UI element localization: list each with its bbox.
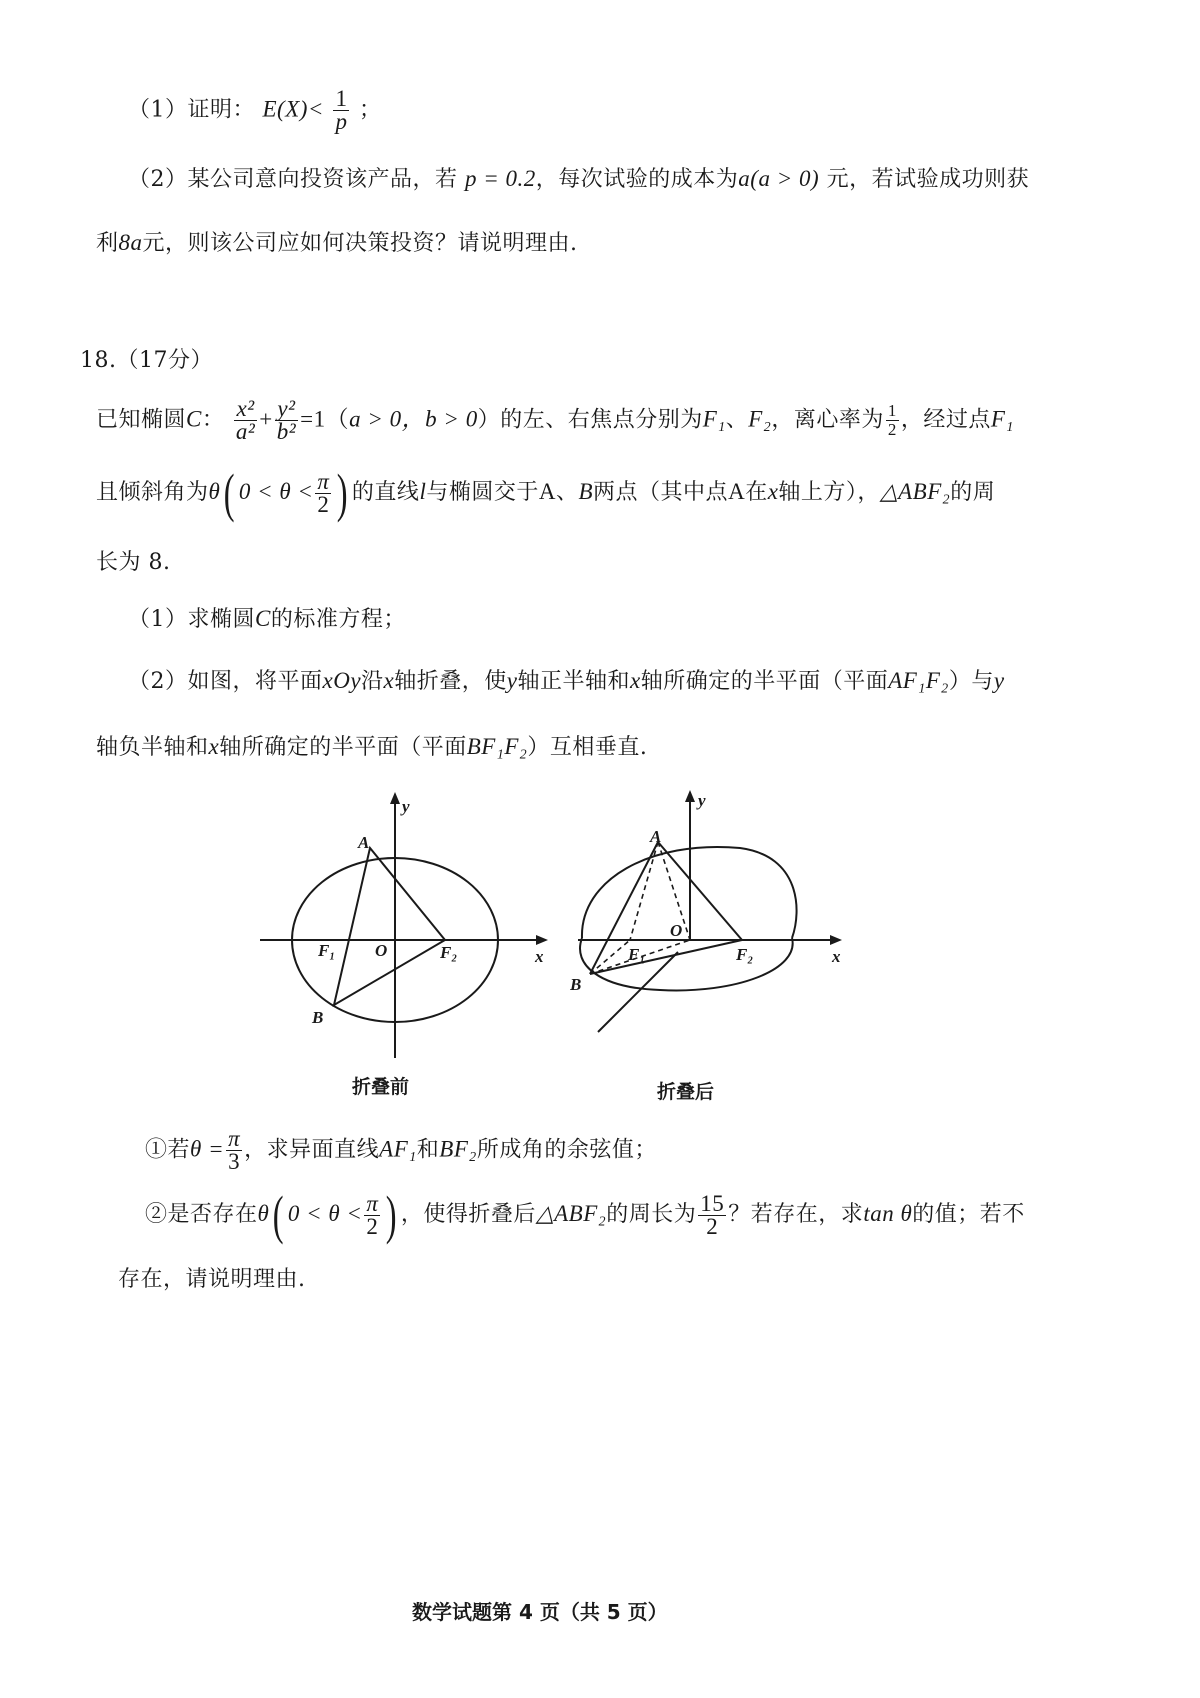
- plane-xoy: xOy: [322, 668, 362, 693]
- plane-af1f2: AF₁F₂: [888, 668, 949, 693]
- q18-text: 存在，请说明理由.: [118, 1267, 306, 1292]
- label-f1: F₁: [318, 941, 336, 960]
- frac-num: π: [317, 468, 330, 494]
- line-l: l: [419, 479, 427, 504]
- q18-number: 18.（17分）: [80, 348, 213, 373]
- theta-range: 0 < θ <: [238, 479, 314, 504]
- right-paren: ): [337, 463, 349, 523]
- q18-text: 轴上方），: [778, 480, 880, 505]
- focus-f2: F₂: [748, 406, 772, 432]
- caption-before: 折叠前: [352, 1076, 410, 1098]
- var-x: x: [767, 479, 779, 504]
- q18-text: 的直线: [351, 480, 420, 505]
- triangle-abf2: △ABF₂: [879, 479, 951, 504]
- q18-text: 两点（其中点: [593, 480, 729, 505]
- plane-bf1f2: BF₁F₂: [466, 734, 528, 759]
- x-axis-arrow-icon: [830, 935, 842, 945]
- q17-part2-text-a: （2）某公司意向投资该产品，若: [128, 167, 458, 192]
- frac-den: 2: [706, 1213, 719, 1239]
- lower-half-ellipse: [580, 938, 793, 990]
- label-f2: F₂: [440, 943, 458, 962]
- label-f1: F₁: [628, 945, 646, 964]
- caption-after: 折叠后: [657, 1081, 715, 1103]
- q17-part2-line2: [96, 226, 578, 257]
- edge-a-b: [590, 842, 658, 974]
- q18-text: 和: [416, 1137, 440, 1163]
- label-x: x: [832, 947, 841, 966]
- frac-pi-3: [226, 1128, 242, 1173]
- var-y: y: [506, 668, 518, 693]
- q18-text: 所成角的余弦值；: [476, 1137, 657, 1163]
- q18-text: 且倾斜角为: [96, 480, 209, 505]
- q17-cost: a(a > 0): [738, 166, 820, 191]
- focus-f1: F₁: [702, 406, 726, 432]
- label-y: y: [698, 791, 706, 810]
- q18-text: 长为 8.: [96, 550, 171, 575]
- q18-text: 、: [555, 480, 579, 505]
- frac-den: p: [335, 109, 348, 134]
- q18-condition: a > 0，b > 0: [349, 406, 478, 432]
- q18-sub2-part2-line2: [118, 1262, 306, 1293]
- frac-x2-a2: [234, 398, 257, 443]
- label-o: O: [375, 941, 388, 960]
- q18-text: 轴折叠，使: [394, 669, 507, 694]
- q18-text: 轴正半轴和: [517, 669, 631, 694]
- figure-after-fold: [570, 790, 860, 1050]
- q18-text: （2）如图，将平面: [128, 669, 323, 694]
- q18-text: 的周长为: [606, 1202, 697, 1227]
- triangle-abf2: [334, 848, 445, 1005]
- frac-num: π: [366, 1190, 379, 1216]
- var-x: x: [383, 668, 395, 693]
- q17-profit: 8a: [118, 230, 143, 255]
- line-bf2: BF₂: [439, 1136, 477, 1162]
- theta: θ: [257, 1201, 270, 1226]
- q18-text: ①若: [145, 1137, 191, 1163]
- q17-part2-line1: [128, 162, 1029, 193]
- q18-header: [80, 343, 213, 374]
- q18-text: （1）求椭圆: [128, 607, 255, 632]
- frac-num: 1: [335, 86, 348, 111]
- q18-text: ②是否存在: [145, 1202, 258, 1227]
- focus-f1: F₁: [990, 406, 1014, 432]
- q17-frac-1-over-p: [333, 88, 349, 133]
- label-b: B: [570, 975, 582, 994]
- frac-den: 3: [228, 1149, 241, 1174]
- y-axis-arrow-icon: [390, 792, 400, 804]
- q18-text: ，离心率为: [771, 407, 884, 433]
- label-y: y: [402, 797, 410, 816]
- frac-den: 2: [317, 491, 330, 517]
- frac-y2-b2: [275, 398, 298, 443]
- frac-den: a²: [235, 419, 256, 444]
- frac-num: 1: [887, 401, 897, 420]
- q18-text: 、: [725, 407, 749, 433]
- right-paren: ): [386, 1185, 398, 1245]
- label-a: A: [650, 827, 662, 846]
- q18-text: 与椭圆交于: [426, 480, 539, 505]
- frac-num: y²: [275, 398, 298, 421]
- q17-part2-text-e: 元，则该公司应如何决策投资？请说明理由.: [142, 231, 578, 256]
- figure-before-fold: [250, 790, 570, 1070]
- var-x: x: [630, 668, 641, 693]
- point-a: A: [538, 479, 556, 504]
- equation-rhs: =1（: [300, 406, 350, 432]
- q17-part1-end: ；: [358, 97, 382, 123]
- label-o: O: [670, 921, 683, 940]
- q17-part2-text-c: 元，若试验成功则获: [826, 167, 1030, 192]
- q18-sub2-line1: [128, 664, 1005, 695]
- theta-range: 0 < θ <: [287, 1201, 363, 1226]
- q17-part1: [128, 88, 381, 133]
- q18-text: ：: [201, 407, 225, 433]
- left-paren: (: [224, 463, 236, 523]
- frac-num: π: [228, 1126, 241, 1151]
- q18-text: 轴负半轴和: [96, 735, 209, 760]
- q18-text: 在: [745, 480, 768, 505]
- q18-text: ）的左、右焦点分别为: [477, 407, 703, 433]
- q18-text: ）与: [948, 669, 994, 694]
- q18-text: ）互相垂直.: [527, 735, 648, 760]
- label-x: x: [535, 947, 544, 966]
- frac-pi-2: [364, 1190, 380, 1239]
- ellipse-name: C: [255, 606, 271, 631]
- q18-text: ？若存在，求: [728, 1202, 864, 1227]
- q18-sub1: [128, 602, 406, 633]
- q18-stem-line3: [96, 545, 170, 576]
- q18-text: 已知椭圆: [96, 407, 187, 433]
- q17-expectation: E(X)<: [262, 96, 324, 122]
- y-axis-arrow-icon: [685, 790, 695, 802]
- q18-text: ，求异面直线: [244, 1137, 380, 1163]
- label-b: B: [312, 1008, 324, 1027]
- q18-text: ，经过点: [900, 407, 991, 433]
- q18-text: 轴所确定的半平面（平面: [219, 735, 467, 760]
- q18-text: 的周: [950, 480, 996, 505]
- point-a: A: [728, 479, 746, 504]
- label-f2: F₂: [736, 945, 754, 964]
- q18-text: ，使得折叠后: [400, 1202, 536, 1227]
- q17-part2-text-b: ，每次试验的成本为: [535, 167, 739, 192]
- var-x: x: [208, 734, 220, 759]
- edge-b-f2: [590, 940, 742, 974]
- q18-text: 的标准方程；: [270, 607, 406, 632]
- left-paren: (: [273, 1185, 285, 1245]
- frac-15-2: [698, 1190, 726, 1239]
- theta: θ: [208, 479, 221, 504]
- page-footer: 数学试题第 4 页（共 5 页）: [412, 1600, 668, 1624]
- line-af1: AF₁: [379, 1136, 417, 1162]
- ellipse-name: C: [186, 406, 202, 432]
- q18-sub2-part2-line1: [145, 1185, 1025, 1245]
- plus-sign: +: [259, 406, 273, 432]
- q17-part1-label: （1）证明：: [128, 97, 255, 123]
- label-a: A: [358, 833, 370, 852]
- var-y: y: [993, 668, 1005, 693]
- q18-stem-line2: [96, 463, 996, 523]
- frac-num: x²: [234, 398, 257, 421]
- theta-eq: θ =: [190, 1136, 225, 1162]
- frac-den: 2: [366, 1213, 379, 1239]
- frac-eccentricity: [886, 402, 899, 439]
- q18-stem-line1: [96, 398, 1014, 443]
- q17-part2-text-d: 利: [96, 231, 119, 256]
- triangle-abf2: △ABF₂: [535, 1201, 607, 1226]
- q18-sub2-part1: [145, 1128, 657, 1173]
- tan-theta: tan θ: [863, 1201, 913, 1226]
- frac-den: 2: [887, 420, 897, 439]
- q18-text: 的值；若不: [912, 1202, 1025, 1227]
- q17-p-value: p = 0.2: [465, 166, 536, 191]
- frac-den: b²: [276, 419, 297, 444]
- q18-text: 轴所确定的半平面（平面: [640, 669, 889, 694]
- frac-num: 15: [700, 1190, 725, 1216]
- q18-sub2-line2: [96, 730, 647, 761]
- x-axis-arrow-icon: [536, 935, 548, 945]
- frac-pi-2: [315, 468, 331, 517]
- q18-text: 沿: [361, 669, 384, 694]
- point-b: B: [578, 479, 594, 504]
